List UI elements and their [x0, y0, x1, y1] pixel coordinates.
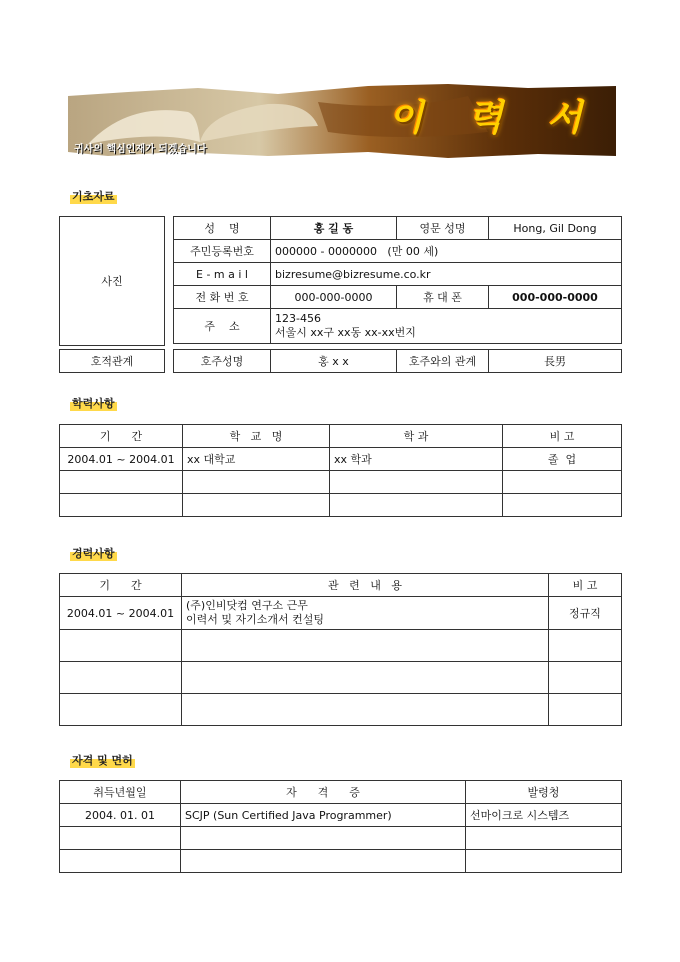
career-content-line1: (주)인비닷컴 연구소 근무 — [186, 599, 308, 612]
section-career-title: 경력사항 — [72, 547, 115, 560]
table-row — [60, 471, 622, 494]
rrn-label: 주민등록번호 — [174, 240, 271, 263]
table-row — [60, 662, 622, 694]
empty-cell — [60, 850, 181, 873]
email-label: E - m a i l — [174, 263, 271, 286]
empty-cell — [549, 694, 622, 726]
mobile-label: 휴 대 폰 — [397, 286, 489, 309]
rrn-value: 000000 - 0000000 (만 00 세) — [271, 240, 622, 263]
career-content — [182, 597, 549, 630]
career-header-period: 기 간 — [60, 574, 182, 597]
table-row — [60, 494, 622, 517]
table-row — [60, 850, 622, 873]
head-name-value: 홍 x x — [271, 350, 397, 373]
empty-cell — [183, 494, 330, 517]
career-content-line2: 이력서 및 자기소개서 컨설팅 — [186, 613, 325, 626]
career-note: 정규직 — [549, 597, 622, 630]
empty-cell — [182, 694, 549, 726]
empty-cell — [466, 827, 622, 850]
table-row — [60, 694, 622, 726]
section-basic-title: 기초자료 — [72, 190, 115, 203]
empty-cell — [549, 630, 622, 662]
license-issuer: 선마이크로 시스템즈 — [466, 804, 622, 827]
edu-period: 2004.01 ~ 2004.01 — [60, 448, 183, 471]
table-row — [60, 827, 622, 850]
empty-cell — [182, 662, 549, 694]
head-relation-label: 호주와의 관계 — [397, 350, 489, 373]
empty-cell — [60, 630, 182, 662]
empty-cell — [181, 827, 466, 850]
license-date: 2004. 01. 01 — [60, 804, 181, 827]
resume-banner — [68, 82, 616, 160]
edu-header-school: 학 교 명 — [183, 425, 330, 448]
edu-school: xx 대학교 — [183, 448, 330, 471]
empty-cell — [60, 662, 182, 694]
career-header-note: 비 고 — [549, 574, 622, 597]
education-table — [59, 424, 622, 517]
name-value: 홍 길 동 — [271, 217, 397, 240]
edu-note: 졸 업 — [503, 448, 622, 471]
empty-cell — [60, 471, 183, 494]
career-table — [59, 573, 622, 726]
table-row — [60, 630, 622, 662]
empty-cell — [182, 630, 549, 662]
table-row — [60, 597, 622, 630]
empty-cell — [330, 494, 503, 517]
address-label: 주 소 — [174, 309, 271, 344]
head-name-label: 호주성명 — [174, 350, 271, 373]
section-education-title: 학력사항 — [72, 397, 115, 410]
license-header-name: 자 격 증 — [181, 781, 466, 804]
empty-cell — [60, 494, 183, 517]
empty-cell — [503, 471, 622, 494]
family-relation-label: 호적관계 — [90, 355, 134, 368]
basic-info-table — [173, 216, 622, 344]
section-license-title: 자격 및 면허 — [72, 754, 133, 767]
photo-label: 사진 — [101, 275, 123, 288]
family-table — [173, 349, 622, 373]
address-zip: 123-456 — [275, 312, 321, 325]
empty-cell — [60, 694, 182, 726]
photo-placeholder — [59, 216, 165, 346]
empty-cell — [549, 662, 622, 694]
head-relation-value: 長男 — [489, 350, 622, 373]
empty-cell — [60, 827, 181, 850]
edu-header-note: 비 고 — [503, 425, 622, 448]
edu-major: xx 학과 — [330, 448, 503, 471]
eng-name-label: 영문 성명 — [397, 217, 489, 240]
empty-cell — [466, 850, 622, 873]
empty-cell — [330, 471, 503, 494]
license-header-issuer: 발령청 — [466, 781, 622, 804]
empty-cell — [183, 471, 330, 494]
empty-cell — [503, 494, 622, 517]
empty-cell — [181, 850, 466, 873]
phone-value: 000-000-0000 — [271, 286, 397, 309]
banner-title: 이 력 서 — [388, 98, 598, 139]
license-header-date: 취득년월일 — [60, 781, 181, 804]
family-relation-label-box — [59, 349, 165, 373]
license-table — [59, 780, 622, 873]
address-value: 서울시 xx구 xx동 xx-xx번지 — [275, 326, 416, 339]
mobile-value: 000-000-0000 — [489, 286, 622, 309]
table-row — [60, 448, 622, 471]
table-row — [60, 804, 622, 827]
edu-header-major: 학 과 — [330, 425, 503, 448]
license-name: SCJP (Sun Certified Java Programmer) — [181, 804, 466, 827]
email-value: bizresume@bizresume.co.kr — [271, 263, 622, 286]
banner-slogan: 귀사의 핵심인재가 되겠습니다 — [74, 144, 207, 155]
name-label: 성 명 — [174, 217, 271, 240]
eng-name-value: Hong, Gil Dong — [489, 217, 622, 240]
career-header-content: 관 련 내 용 — [182, 574, 549, 597]
phone-label: 전 화 번 호 — [174, 286, 271, 309]
address-cell — [271, 309, 622, 344]
career-period: 2004.01 ~ 2004.01 — [60, 597, 182, 630]
edu-header-period: 기 간 — [60, 425, 183, 448]
